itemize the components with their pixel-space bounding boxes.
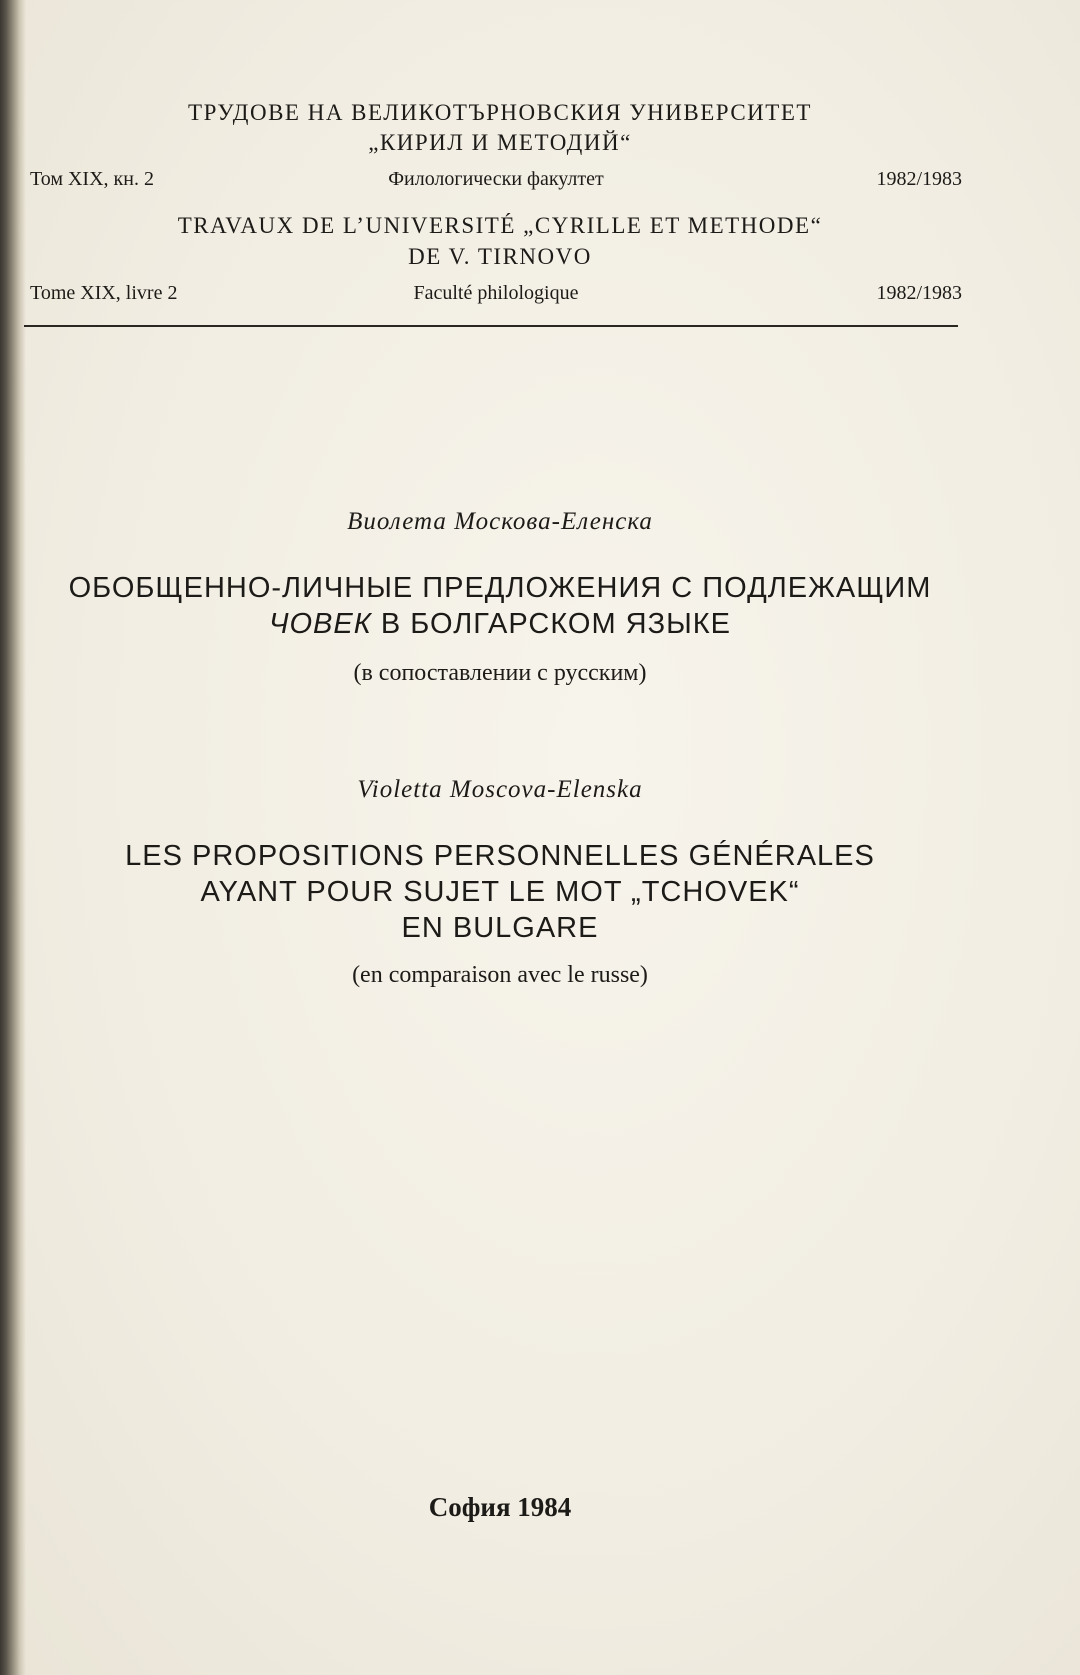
header-bg-volume: Том XIX, кн. 2 (30, 168, 154, 190)
header-fr-line2: DE V. TIRNOVO (408, 244, 592, 269)
header-bg-faculty: Филологически факултет (388, 168, 604, 190)
title-russian-line2-rest: В БОЛГАРСКОМ ЯЗЫКЕ (371, 608, 732, 640)
header-fr-volume: Tome XIX, livre 2 (30, 282, 178, 304)
title-french-line2: AYANT POUR SUJET LE MOT „TCHOVEK“ (200, 876, 800, 908)
header-rule (24, 325, 958, 327)
title-russian-word-chovek: ЧОВЕК (268, 608, 372, 640)
subtitle-russian: (в сопоставлении с русским) (353, 660, 647, 686)
header-fr-years: 1982/1983 (876, 282, 962, 304)
binding-spine (0, 0, 26, 1675)
author-russian: Виолета Москова-Еленска (347, 508, 653, 535)
subtitle-french: (en comparaison avec le russe) (352, 962, 648, 988)
title-russian-line2 (10, 608, 990, 641)
header-bg-line2: „КИРИЛ И МЕТОДИЙ“ (368, 130, 632, 155)
title-french-line3: EN BULGARE (401, 912, 599, 944)
header-fr-meta-row (30, 282, 962, 312)
header-bg-years: 1982/1983 (876, 168, 962, 190)
imprint-place-year: София 1984 (428, 1492, 572, 1522)
header-bg-line1: ТРУДОВЕ НА ВЕЛИКОТЪРНОВСКИЯ УНИВЕРСИТЕТ (188, 100, 812, 125)
author-french: Violetta Moscova-Elenska (357, 776, 643, 803)
title-russian-line1: ОБОБЩЕННО-ЛИЧНЫЕ ПРЕДЛОЖЕНИЯ С ПОДЛЕЖАЩИМ (68, 572, 932, 604)
header-bg-meta-row (30, 168, 962, 198)
header-fr-line1: TRAVAUX DE L’UNIVERSITÉ „CYRILLE ET METHODE“ (177, 213, 823, 238)
title-french-line1: LES PROPOSITIONS PERSONNELLES GÉNÉRALES (125, 840, 875, 872)
header-fr-faculty: Faculté philologique (413, 282, 579, 304)
